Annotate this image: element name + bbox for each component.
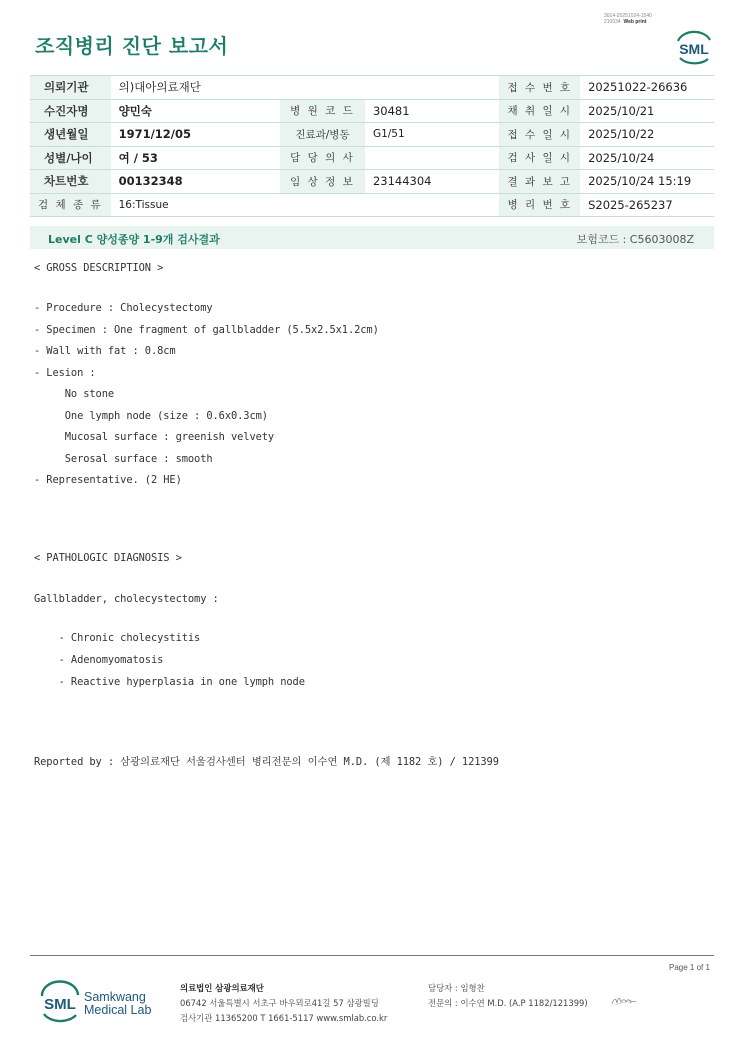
brand-line1: Samkwang xyxy=(84,990,146,1004)
patient-name-label: 수진자명 xyxy=(30,99,111,123)
print-code xyxy=(604,13,652,25)
patient-name-value: 양민숙 xyxy=(111,99,280,123)
report-title: 조직병리 진단 보고서 xyxy=(35,34,229,58)
sml-logo xyxy=(672,27,716,67)
report-date-value: 2025/10/24 15:19 xyxy=(580,170,714,194)
signature-image xyxy=(610,994,638,1008)
print-code-line1: 3014-20251024-1540 xyxy=(604,13,652,19)
info-row xyxy=(30,170,714,194)
info-row xyxy=(30,123,714,147)
collection-date-value: 2025/10/21 xyxy=(580,99,714,123)
pathology-number-value: S2025-265237 xyxy=(580,193,714,217)
gross-line: One lymph node (size : 0.6x0.3cm) xyxy=(34,409,268,422)
info-row xyxy=(30,76,714,100)
sex-age-value: 여 / 53 xyxy=(111,146,280,170)
info-row xyxy=(30,146,714,170)
gross-line: - Specimen : One fragment of gallbladder (5.5x2.5x1.2cm) xyxy=(34,323,379,336)
clinical-info-value: 23144304 xyxy=(365,170,500,194)
pathology-number-label: 병 리 번 호 xyxy=(499,193,580,217)
print-code-line2 xyxy=(604,19,652,25)
institution-value: 의)대아의료재단 xyxy=(111,76,500,100)
result-header-bar xyxy=(30,226,714,249)
patient-info-table xyxy=(30,75,714,217)
physician-value xyxy=(365,146,500,170)
sml-footer-logo-text: SML xyxy=(44,996,76,1013)
info-row xyxy=(30,99,714,123)
brand-name xyxy=(84,991,151,1017)
sml-logo-text: SML xyxy=(679,41,709,57)
insurance-code: 보험코드 : C5603008Z xyxy=(576,233,694,246)
brand-line2: Medical Lab xyxy=(84,1003,152,1017)
org-address: 06742 서울특별시 서초구 바우뫼로41길 57 삼광빌딩 xyxy=(180,998,379,1008)
gross-line: Mucosal surface : greenish velvety xyxy=(34,431,275,443)
org-name xyxy=(180,982,264,994)
physician-label: 담 당 의 사 xyxy=(280,146,365,170)
specimen-type-label: 검 체 종 류 xyxy=(30,193,111,217)
chart-number-label: 차트번호 xyxy=(30,170,111,194)
collection-date-label: 채 취 일 시 xyxy=(499,99,580,123)
diagnosis-subject: Gallbladder, cholecystectomy : xyxy=(34,593,219,605)
clinical-info-label: 임 상 정 보 xyxy=(280,170,365,194)
birthdate-label: 생년월일 xyxy=(30,123,111,147)
hospital-code-label: 병 원 코 드 xyxy=(280,99,365,123)
gross-line: - Procedure : Cholecystectomy xyxy=(34,302,213,314)
receipt-date-label: 접 수 일 시 xyxy=(499,123,580,147)
diagnosis-item: - Chronic cholecystitis xyxy=(34,632,201,644)
hospital-code-value: 30481 xyxy=(365,99,500,123)
diagnosis-item: - Reactive hyperplasia in one lymph node xyxy=(34,676,305,688)
test-date-value: 2025/10/24 xyxy=(580,146,714,170)
specialist-label: 전문의 : xyxy=(428,998,458,1008)
specialist-info xyxy=(428,997,588,1009)
chart-number-value: 00132348 xyxy=(111,170,280,194)
report-date-label: 결 과 보 고 xyxy=(499,170,580,194)
pathologic-diagnosis-header: < PATHOLOGIC DIAGNOSIS > xyxy=(34,552,182,564)
sex-age-label: 성별/나이 xyxy=(30,146,111,170)
manager-info xyxy=(428,982,485,994)
page-number: Page 1 of 1 xyxy=(669,963,710,972)
receipt-number-label: 접 수 번 호 xyxy=(499,76,580,100)
web-print-label: Web print xyxy=(623,19,647,25)
birthdate-value: 1971/12/05 xyxy=(111,123,280,147)
org-contact: 검사기관 11365200 T 1661-5117 www.smlab.co.kr xyxy=(180,1013,388,1023)
print-code-id: 210034 xyxy=(604,19,621,25)
info-row xyxy=(30,193,714,217)
diagnosis-item: - Adenomyomatosis xyxy=(34,654,164,666)
receipt-number-value: 20251022-26636 xyxy=(580,76,714,100)
gross-line: - Representative. (2 HE) xyxy=(34,474,182,486)
test-date-label: 검 사 일 시 xyxy=(499,146,580,170)
gross-line: Serosal surface : smooth xyxy=(34,452,213,465)
specialist-value: 이수연 M.D. (A.P 1182/121399) xyxy=(460,998,588,1008)
department-label: 진료과/병동 xyxy=(280,123,365,147)
manager-label: 담당자 : xyxy=(428,983,458,993)
gross-line: - Lesion : xyxy=(34,366,96,379)
department-value: G1/51 xyxy=(365,123,500,147)
org-name-text: 의료법인 삼광의료재단 xyxy=(180,983,264,993)
institution-label: 의뢰기관 xyxy=(30,76,111,100)
sml-footer-logo xyxy=(36,978,84,1026)
gross-description-header: < GROSS DESCRIPTION > xyxy=(34,262,164,274)
receipt-date-value: 2025/10/22 xyxy=(580,123,714,147)
gross-line: No stone xyxy=(34,388,115,400)
gross-line: - Wall with fat : 0.8cm xyxy=(34,345,176,357)
result-title: Level C 양성종양 1-9개 검사결과 xyxy=(48,233,220,246)
footer-divider xyxy=(30,955,714,956)
manager-value: 임형찬 xyxy=(460,983,485,993)
specimen-type-value: 16:Tissue xyxy=(111,193,500,217)
reported-by: Reported by : 삼광의료재단 서울검사센터 병리전문의 이수연 M.D. (제 1182 호) / 121399 xyxy=(34,756,499,768)
